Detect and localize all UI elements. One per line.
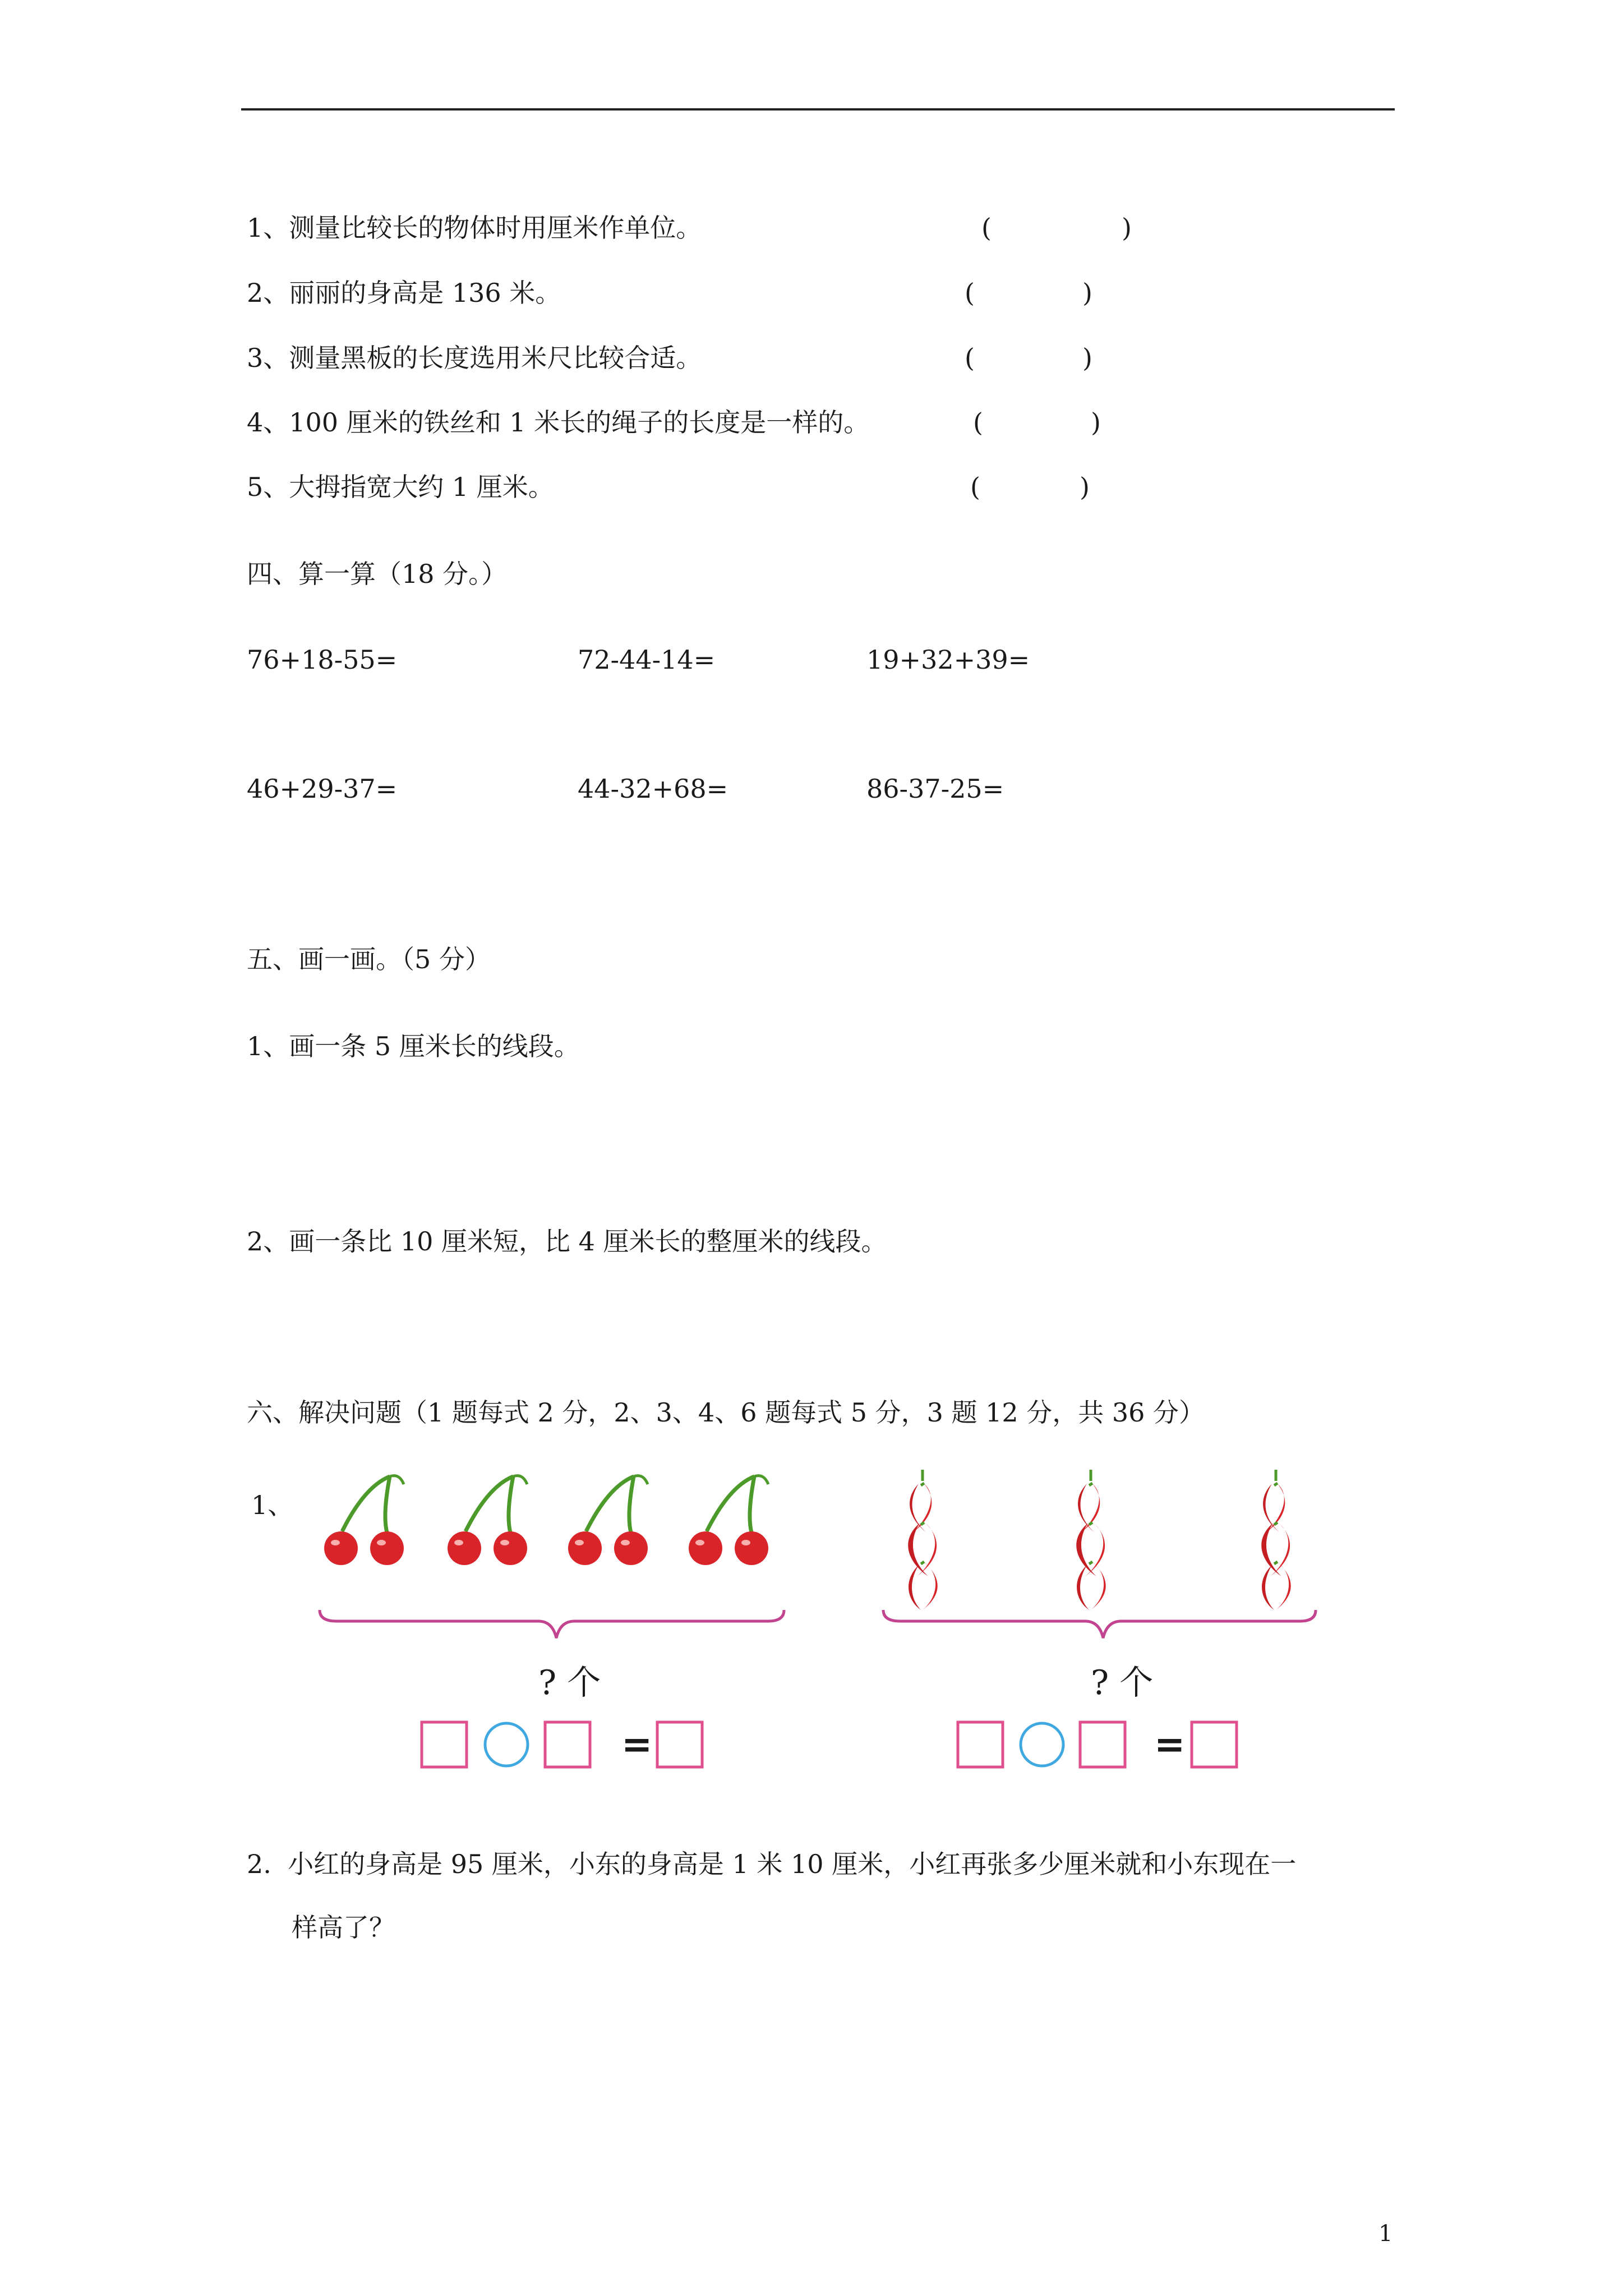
problem-2-line-1: 2. 小红的身高是 95 厘米，小东的身高是 1 米 10 厘米，小红再张多少厘米就和小东现在一 [247, 1849, 1297, 1879]
cherry-pair-icon [689, 1476, 768, 1565]
judge-answer-close-2: ) [1082, 278, 1092, 308]
judge-item-4: 4、100 厘米的铁丝和 1 米长的绳子的长度是一样的。 [247, 407, 870, 438]
calc-1-1: 76+18-55= [247, 645, 398, 675]
operator-circle-icon[interactable] [1021, 1723, 1063, 1766]
answer-box-icon[interactable] [422, 1722, 467, 1767]
chili-bunch-icon [1261, 1470, 1290, 1610]
judge-item-2: 2、丽丽的身高是 136 米。 [247, 278, 561, 308]
page-number: 1 [1378, 2221, 1393, 2247]
calc-2-3: 86-37-25= [866, 774, 1004, 804]
curly-brace-icon [883, 1610, 1316, 1638]
judge-answer-open-3[interactable]: ( [965, 343, 975, 373]
problem-2-line-2: 样高了？ [292, 1912, 395, 1943]
judge-answer-close-4: ) [1091, 407, 1101, 438]
draw-question-2: 2、画一条比 10 厘米短，比 4 厘米长的整厘米的线段。 [247, 1226, 887, 1257]
judge-answer-open-4[interactable]: ( [973, 407, 983, 438]
cherry-pair-icon [324, 1476, 404, 1565]
judge-item-5: 5、大拇指宽大约 1 厘米。 [247, 472, 554, 502]
judge-answer-close-3: ) [1082, 343, 1092, 373]
equals-sign: = [1154, 1723, 1186, 1766]
judge-answer-open-5[interactable]: ( [970, 472, 980, 502]
problem-1-label: 1、 [251, 1490, 294, 1520]
cherry-pair-icon [568, 1476, 648, 1565]
judge-answer-open-1[interactable]: ( [981, 213, 992, 243]
calc-2-1: 46+29-37= [247, 774, 398, 804]
section-6-title: 六、解决问题（1 题每式 2 分，2、3、4、6 题每式 5 分，3 题 12 分，共 36 分） [247, 1397, 1205, 1428]
calc-2-2: 44-32+68= [578, 774, 728, 804]
chili-bunch-icon [908, 1470, 937, 1610]
judge-answer-close-5: ) [1080, 472, 1090, 502]
answer-box-icon[interactable] [1080, 1722, 1125, 1767]
answer-box-icon[interactable] [1192, 1722, 1237, 1767]
equals-sign: = [621, 1723, 653, 1766]
left-question-text: ? 个 [538, 1663, 601, 1703]
judge-answer-close-1: ) [1122, 213, 1132, 243]
answer-box-icon[interactable] [958, 1722, 1003, 1767]
judge-answer-open-2[interactable]: ( [965, 278, 975, 308]
cherry-pair-icon [448, 1476, 527, 1565]
problem-1-illustration [247, 1458, 1402, 1784]
judge-item-1: 1、测量比较长的物体时用厘米作单位。 [247, 213, 702, 243]
curly-brace-icon [320, 1610, 784, 1638]
calc-1-3: 19+32+39= [866, 645, 1030, 675]
section-4-title: 四、算一算（18 分。） [247, 559, 508, 589]
header-rule [241, 108, 1395, 111]
answer-box-icon[interactable] [657, 1722, 702, 1767]
draw-question-1: 1、画一条 5 厘米长的线段。 [247, 1031, 580, 1061]
right-question-text: ? 个 [1091, 1663, 1154, 1703]
chili-bunch-icon [1076, 1470, 1105, 1610]
judge-item-3: 3、测量黑板的长度选用米尺比较合适。 [247, 343, 702, 373]
operator-circle-icon[interactable] [485, 1723, 528, 1766]
calc-1-2: 72-44-14= [578, 645, 716, 675]
answer-box-icon[interactable] [545, 1722, 590, 1767]
section-5-title: 五、画一画。（5 分） [247, 944, 491, 974]
